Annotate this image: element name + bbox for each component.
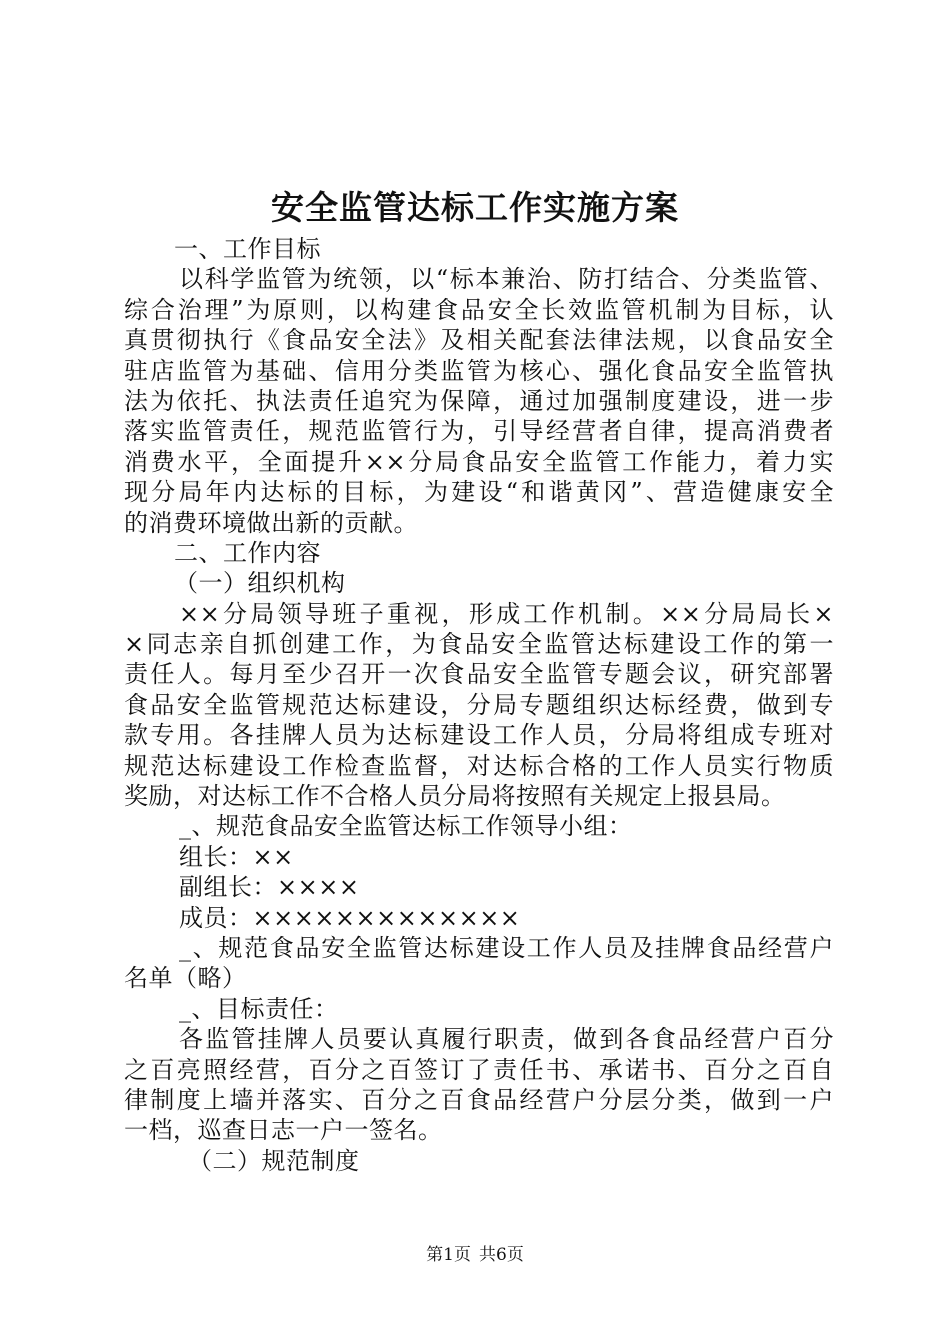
list-item: 组长：×× <box>179 842 294 871</box>
paragraph-line: 消费水平，全面提升××分局食品安全监管工作能力，着力实 <box>124 447 834 476</box>
paragraph-line: 现分局年内达标的目标，为建设“和谐黄冈”、营造健康安全 <box>124 478 834 507</box>
subsection-heading: （一）组织机构 <box>174 569 346 598</box>
paragraph-line: 规范达标建设工作检查监督，对达标合格的工作人员实行物质 <box>124 751 834 780</box>
paragraph-line: 综合治理”为原则，以构建食品安全长效监管机制为目标，认 <box>124 295 834 324</box>
section-heading: 一、工作目标 <box>174 235 321 263</box>
paragraph-line: ×同志亲自抓创建工作，为食品安全监管达标建设工作的第一 <box>124 630 834 659</box>
paragraph-line: ××分局领导班子重视，形成工作机制。××分局局长× <box>179 599 834 628</box>
list-heading: _、规范食品安全监管达标工作领导小组： <box>179 812 633 841</box>
paragraph-line: 驻店监管为基础、信用分类监管为核心、强化食品安全监管执 <box>124 356 834 385</box>
paragraph-line: 奖励，对达标工作不合格人员分局将按照有关规定上报县局。 <box>124 782 786 811</box>
paragraph-line: 以科学监管为统领，以“标本兼治、防打结合、分类监管、 <box>179 265 834 294</box>
list-heading: _、规范食品安全监管达标建设工作人员及挂牌食品经营户 <box>179 933 834 962</box>
paragraph-line: 责任人。每月至少召开一次食品安全监管专题会议，研究部署 <box>124 660 834 689</box>
paragraph-line: 律制度上墙并落实、百分之百食品经营户分层分类，做到一户 <box>124 1085 834 1114</box>
page-footer <box>0 1244 950 1266</box>
list-heading: _、目标责任： <box>179 994 339 1023</box>
paragraph-line: 各监管挂牌人员要认真履行职责，做到各食品经营户百分 <box>179 1025 834 1054</box>
paragraph-line: 之百亮照经营，百分之百签订了责任书、承诺书、百分之百自 <box>124 1055 834 1084</box>
paragraph-line: 真贯彻执行《食品安全法》及相关配套法律法规，以食品安全 <box>124 326 834 355</box>
paragraph-line: 的消费环境做出新的贡献。 <box>124 508 418 537</box>
page-total: 共6页 <box>479 1245 524 1265</box>
paragraph-line: 一档，巡查日志一户一签名。 <box>124 1116 443 1145</box>
paragraph-line: 款专用。各挂牌人员为达标建设工作人员，分局将组成专班对 <box>124 721 834 750</box>
document-title: 安全监管达标工作实施方案 <box>271 188 679 227</box>
paragraph-line: 落实监管责任，规范监管行为，引导经营者自律，提高消费者 <box>124 417 834 446</box>
list-item: 成员：××××××××××××× <box>179 903 521 932</box>
paragraph-line: 食品安全监管规范达标建设，分局专题组织达标经费，做到专 <box>124 690 834 719</box>
list-item: 副组长：×××× <box>179 873 360 902</box>
section-heading: 二、工作内容 <box>174 538 321 567</box>
subsection-heading: （二）规范制度 <box>188 1146 360 1175</box>
document-body <box>124 234 834 1176</box>
paragraph-line: 名单（略） <box>124 964 247 993</box>
paragraph-line: 法为依托、执法责任追究为保障，通过加强制度建设，进一步 <box>124 386 834 415</box>
page-number: 第1页 <box>426 1245 471 1265</box>
